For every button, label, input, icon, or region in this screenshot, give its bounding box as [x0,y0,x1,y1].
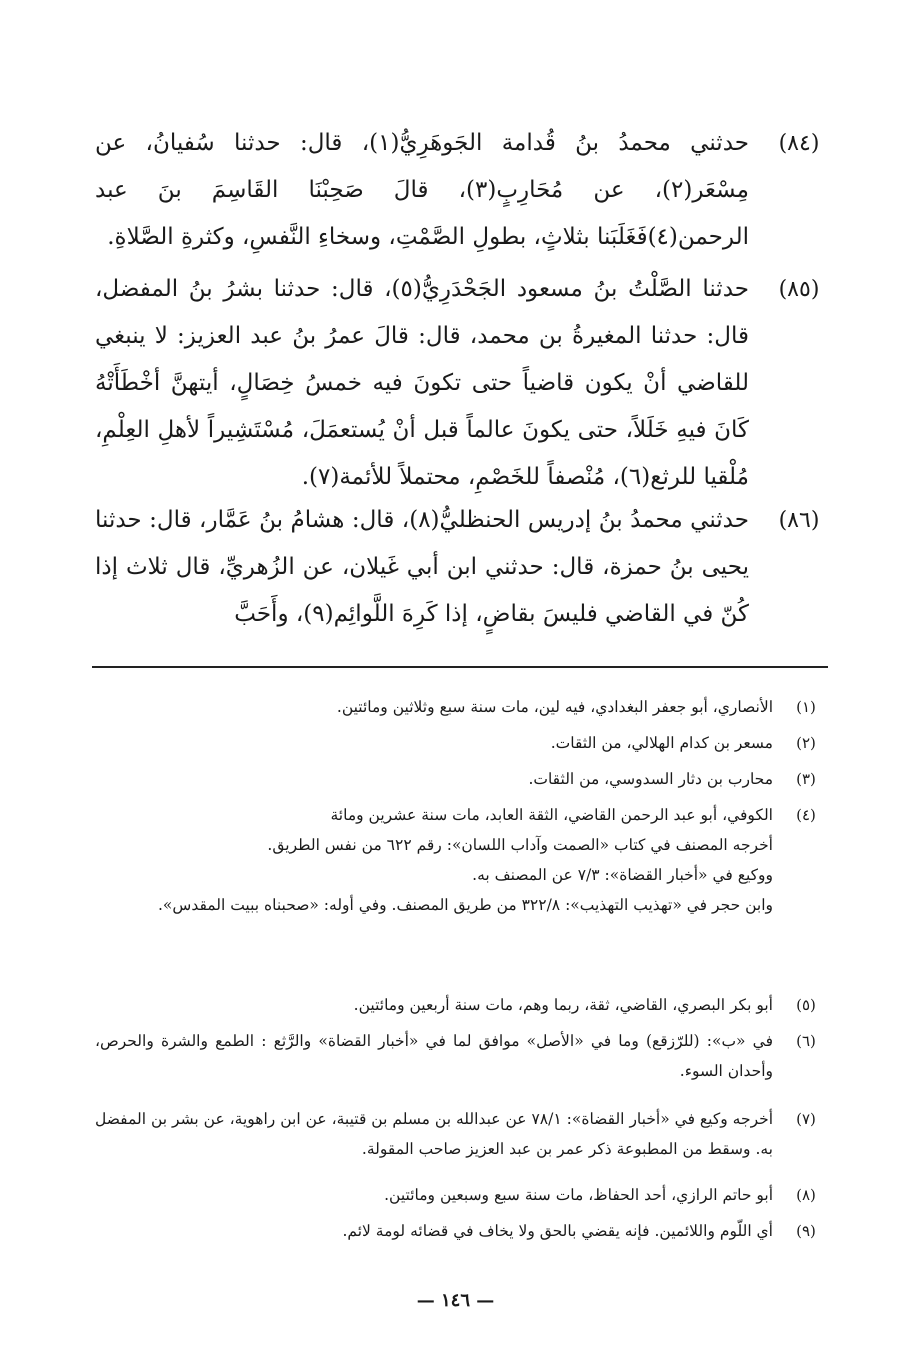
footnote-4 [95,800,829,920]
entry-text: حدثنا الصَّلْتُ بنُ مسعود الجَحْدَرِيُّ(٥)، قال: حدثنا بشرُ بنُ المفضل، قال: حدثنا المغيرةُ بن محمد، قال: قالَ عمرُ بنُ عبد العزيز: لا ينبغي للقاضي أنْ يكون قاضياً حتى تكونَ فيه خمسُ خِصَالٍ، أيتهنَّ أخْطَأَتْهُ كَانَ فيهِ خَلَلاً، حتى يكونَ عالماً قبل أنْ يُستعمَلَ، مُسْتَشِيراً لأهلِ العِلْمِ، مُلْقيا للرثع(٦)، مُنْصفاً للخَصْمِ، محتملاً للأئمة(٧). [95,276,749,490]
footnote-text: محارب بن دثار السدوسي، من الثقات. [528,770,773,788]
entry-number: (٨٥) [778,277,820,302]
hadith-entry-85 [95,266,829,501]
footnote-8 [95,1180,829,1210]
entry-text: حدثني محمدُ بنُ قُدامة الجَوهَرِيُّ(١)، قال: حدثنا سُفيانُ، عن مِسْعَر(٢)، عن مُحَارِبٍ(٣)، قالَ صَحِبْنَا القَاسِمَ بنَ عبد الرحمن(٤)فَغَلَبَنا بثلاثٍ، بطولِ الصَّمْتِ، وسخاءِ النَّفسِ، وكثرةِ الصَّلاةِ. [95,130,749,250]
entry-number: (٨٦) [778,508,820,533]
footnote-number: (٣) [796,770,816,788]
footnote-text: الأنصاري، أبو جعفر البغدادي، فيه لين، مات سنة سبع وثلاثين ومائتين. [336,698,773,716]
footnote-number: (٧) [796,1110,816,1128]
footnote-text: أخرجه المصنف في كتاب «الصمت وآداب اللسان»: رقم ٦٢٢ من نفس الطريق. [267,836,773,854]
footnote-number: (١) [796,698,816,716]
footnote-number: (٥) [796,996,816,1014]
footnote-number: (٦) [796,1032,816,1050]
footnote-text: الكوفي، أبو عبد الرحمن القاضي، الثقة العابد، مات سنة عشرين ومائة [330,806,773,824]
footnote-3 [95,764,829,794]
footnote-text: أخرجه وكيع في «أخبار القضاة»: ٧٨/١ عن عبدالله بن مسلم بن قتيبة، عن ابن راهوية، عن بشر بن المفضل به. وسقط من المطبوعة ذكر عمر بن عبد العزيز صاحب المقولة. [95,1110,774,1158]
entry-text: حدثني محمدُ بنُ إدريس الحنظليُّ(٨)، قال: هشامُ بنُ عَمَّار، قال: حدثنا يحيى بنُ حمزة، قال: حدثني ابن أبي غَيلان، عن الزُهريِّ، قال ثلاث إذا كُنّ في القاضي فليسَ بقاضٍ، إذا كَرِهَ اللَّوائِم(٩)، وأَحَبَّ [95,507,749,627]
footnote-text: مسعر بن كدام الهلالي، من الثقات. [550,734,773,752]
footnote-text: ووكيع في «أخبار القضاة»: ٧/٣ عن المصنف به. [472,866,773,884]
footnote-7 [95,1104,829,1164]
footnote-5 [95,990,829,1020]
hadith-entry-86 [95,497,829,638]
page-number: — ١٤٦ — [416,1290,495,1311]
entry-number: (٨٤) [778,131,820,156]
footnote-text: وابن حجر في «تهذيب التهذيب»: ٣٢٢/٨ من طريق المصنف. وفي أوله: «صحبناه ببيت المقدس». [157,896,773,914]
hadith-entry-84 [95,120,829,261]
footnote-2 [95,728,829,758]
footnote-number: (٢) [796,734,816,752]
footnote-number: (٨) [796,1186,816,1204]
footnote-number: (٩) [796,1222,816,1240]
footnote-text: أي اللّوم واللائمين. فإنه يقضي بالحق ولا يخاف في قضائه لومة لائم. [342,1222,773,1240]
footnote-6 [95,1026,829,1086]
footnote-9 [95,1216,829,1246]
footnote-text: في «ب»: (للرّزقع) وما في «الأصل» موافق لما في «أخبار القضاة» والرَّثع : الطمع والشرة والحرص، وأحدان السوء. [95,1032,773,1080]
footnote-number: (٤) [796,806,816,824]
footnote-divider [92,666,828,668]
footnote-text: أبو حاتم الرازي، أحد الحفاظ، مات سنة سبع وسبعين ومائتين. [384,1186,773,1204]
footnote-1 [95,692,829,722]
footnote-text: أبو بكر البصري، القاضي، ثقة، ربما وهم، مات سنة أربعين ومائتين. [353,996,773,1014]
